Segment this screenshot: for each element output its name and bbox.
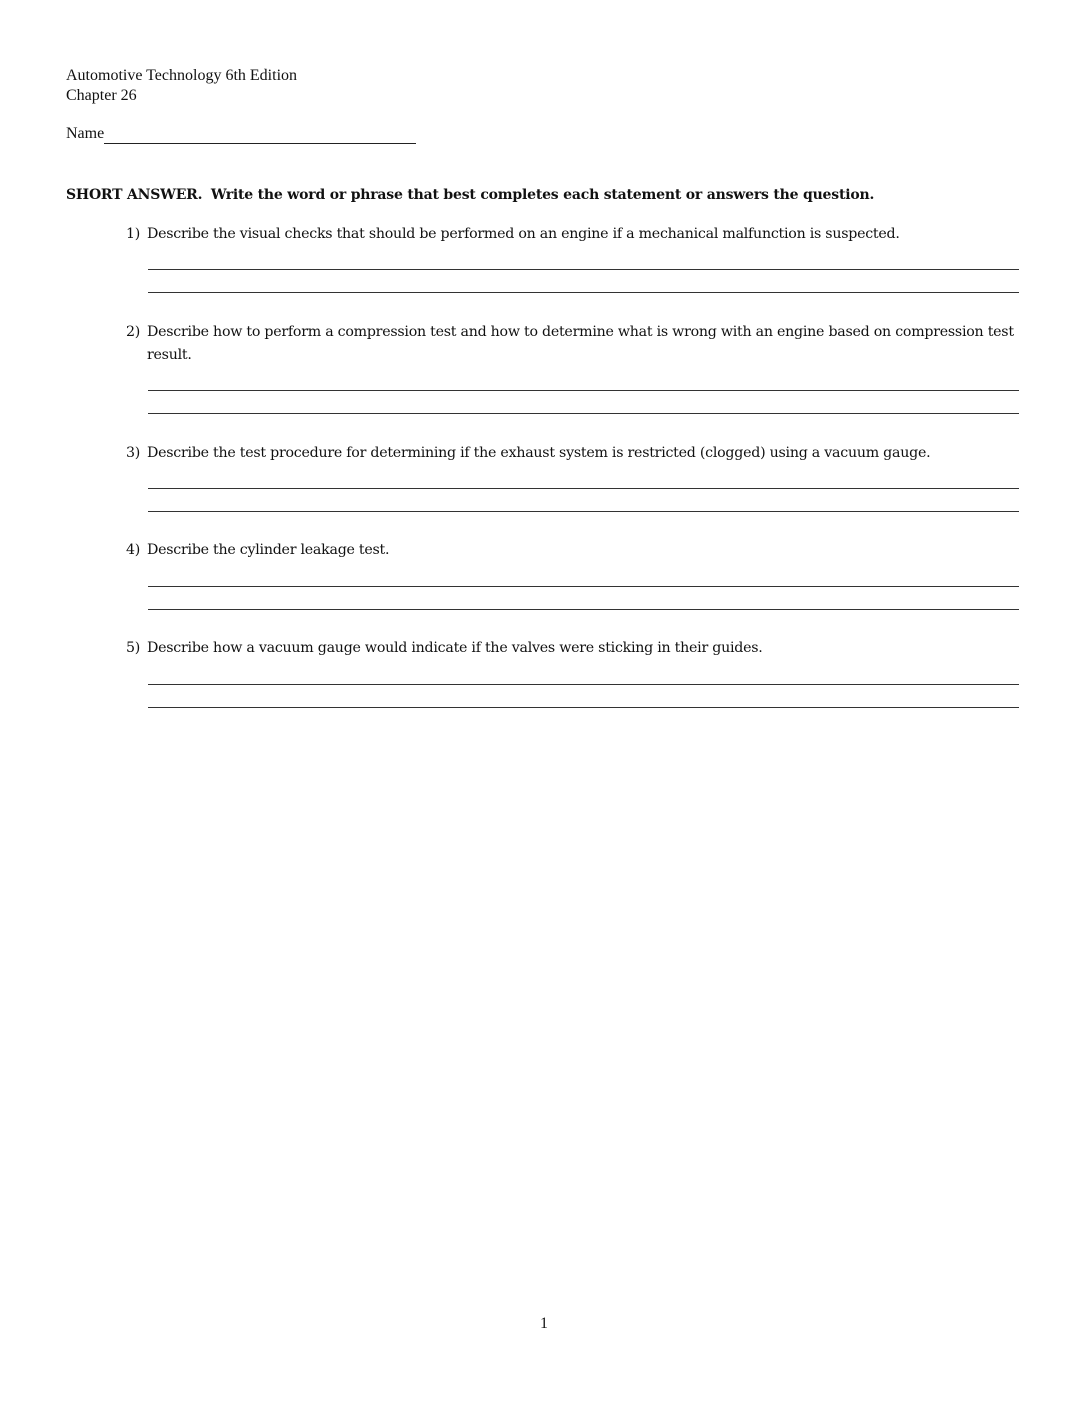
question-3 [126, 442, 1019, 465]
chapter-label: Chapter 26 [66, 87, 137, 104]
document-header [66, 66, 297, 106]
answer-line[interactable] [148, 707, 1019, 708]
question-number: 2) [126, 324, 141, 340]
question-text: Describe the visual checks that should be performed on an engine if a mechanical malfunction is suspected. [147, 226, 900, 242]
answer-line[interactable] [148, 390, 1019, 391]
answer-line[interactable] [148, 292, 1019, 293]
name-label: Name [66, 125, 105, 142]
question-2 [126, 321, 1019, 367]
question-1 [126, 223, 1019, 246]
question-number: 5) [126, 640, 141, 656]
page-number: 1 [540, 1315, 548, 1332]
answer-line[interactable] [148, 511, 1019, 512]
book-title: Automotive Technology 6th Edition [66, 67, 298, 84]
question-number: 3) [126, 445, 141, 461]
answer-line[interactable] [148, 609, 1019, 610]
answer-line[interactable] [148, 269, 1019, 270]
question-number: 1) [126, 226, 141, 242]
question-text: Describe the cylinder leakage test. [147, 542, 390, 558]
answer-line[interactable] [148, 684, 1019, 685]
answer-line[interactable] [148, 586, 1019, 587]
section-heading: SHORT ANSWER. [66, 187, 203, 203]
question-5 [126, 637, 1019, 660]
name-field[interactable] [104, 125, 416, 144]
question-text: Describe how a vacuum gauge would indicate if the valves were sticking in their guides. [147, 640, 763, 656]
answer-line[interactable] [148, 488, 1019, 489]
question-text: Describe the test procedure for determining if the exhaust system is restricted (clogged) using a vacuum gauge. [147, 445, 931, 461]
instructions [66, 185, 874, 205]
answer-line[interactable] [148, 413, 1019, 414]
question-text: Describe how to perform a compression test and how to determine what is wrong with an engine based on compression test result. [147, 324, 1014, 363]
name-row [66, 124, 416, 144]
question-number: 4) [126, 542, 141, 558]
question-4 [126, 539, 1019, 562]
instructions-text: Write the word or phrase that best completes each statement or answers the question. [210, 187, 875, 203]
